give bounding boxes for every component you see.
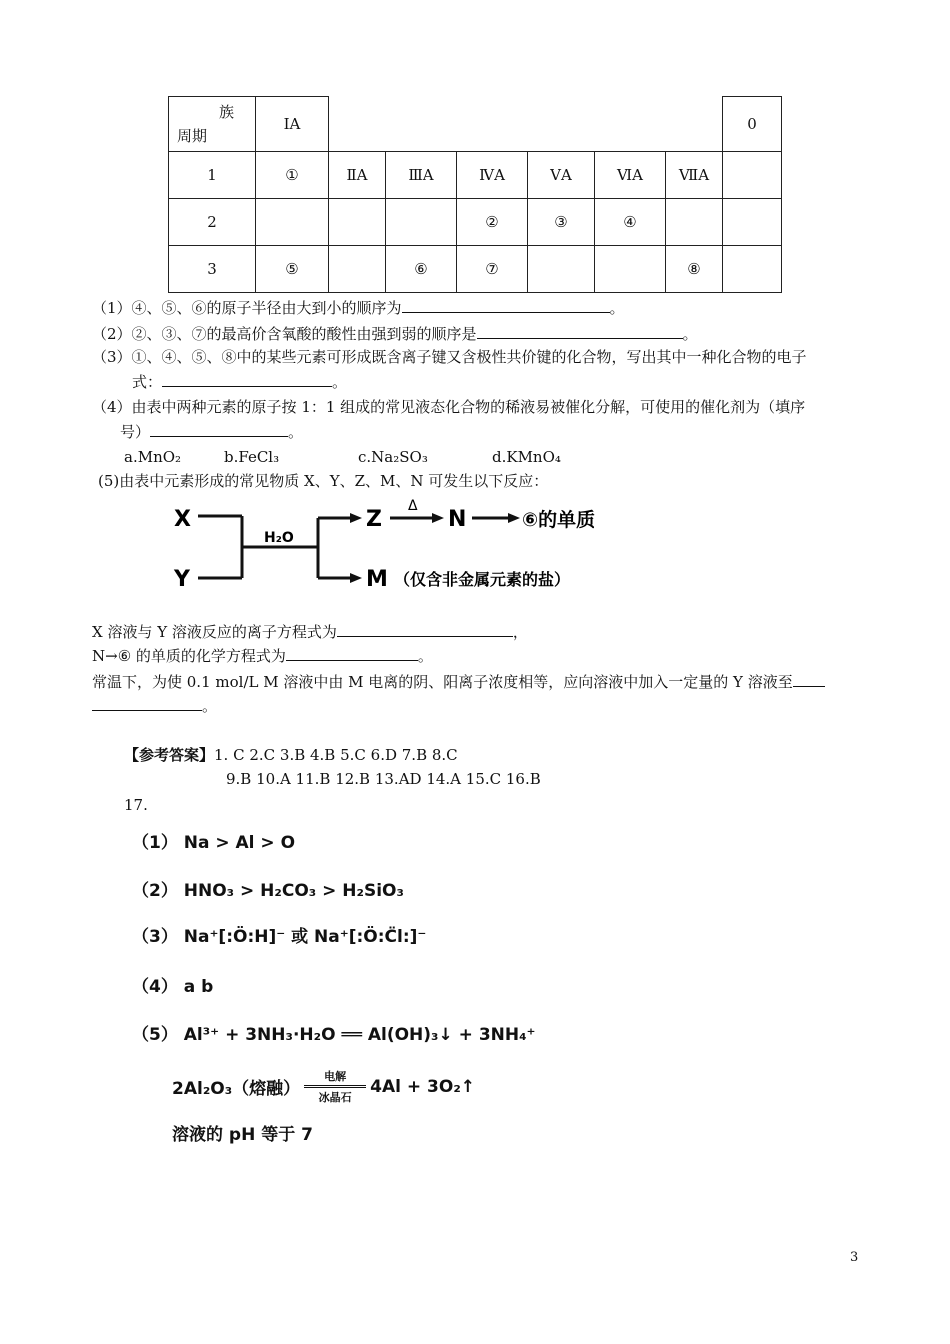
diagram-x: X xyxy=(174,507,191,532)
answer-17-3: （3） Na⁺[:Ö:H]⁻ 或 Na⁺[:Ö:C̈l:]⁻ xyxy=(132,927,427,947)
diagram-m-note: （仅含非金属元素的盐） xyxy=(394,570,571,589)
question-1: （1）④、⑤、⑥的原子半径由大到小的顺序为 。 xyxy=(92,296,625,319)
answer-17-5c: 溶液的 pH 等于 7 xyxy=(172,1125,313,1145)
diagram-h2o: H₂O xyxy=(264,530,294,546)
answer-17-5a: （5） Al³⁺ + 3NH₃·H₂O ══ Al(OH)₃↓ + 3NH₄⁺ xyxy=(132,1025,536,1045)
table-header-gap xyxy=(329,97,723,152)
answer-17-5b xyxy=(172,1068,475,1105)
answer-blank xyxy=(92,694,202,711)
table-row: 2 ② ③ ④ xyxy=(169,199,782,246)
header-period: 周期 xyxy=(177,127,208,145)
answer-blank xyxy=(150,420,288,437)
answer-blank xyxy=(286,644,418,661)
answers-choices-1: 1. C 2.C 3.B 4.B 5.C 6.D 7.B 8.C xyxy=(214,746,458,764)
periodic-table xyxy=(168,96,782,293)
question-3-line-1: （3）①、④、⑤、⑧中的某些元素可形成既含离子键又含极性共价键的化合物，写出其中一种化合物的电子 xyxy=(92,348,807,366)
answer-blank xyxy=(793,670,825,687)
table-header-diagonal xyxy=(169,97,256,152)
diagram-delta: Δ xyxy=(408,498,418,514)
question-5c-line-2: 。 xyxy=(92,694,217,717)
equation-right: 4Al + 3O₂↑ xyxy=(370,1076,476,1097)
answers-line-1 xyxy=(124,744,458,766)
answer-blank xyxy=(402,296,610,313)
question-5b: N→⑥ 的单质的化学方程式为 。 xyxy=(92,644,433,667)
group-ia-header: IA xyxy=(256,97,329,152)
answer-blank xyxy=(477,322,683,339)
question-4-line-1: （4）由表中两种元素的原子按 1：1 组成的常见液态化合物的稀液易被催化分解，可使用的催化剂为（填序 xyxy=(92,398,806,416)
diagram-z: Z xyxy=(366,507,382,532)
diagram-n: N xyxy=(448,507,467,532)
diagram-m: M xyxy=(366,567,388,592)
table-row: 1 ① ⅡA ⅢA ⅣA ⅤA ⅥA ⅦA xyxy=(169,152,782,199)
answer-17-number: 17. xyxy=(124,796,148,814)
group-0-header: 0 xyxy=(723,97,782,152)
option-d: d.KMnO₄ xyxy=(492,448,561,466)
equation-left: 2Al₂O₃（熔融） xyxy=(172,1079,301,1099)
diagram-product: ⑥的单质 xyxy=(522,509,596,531)
table-row: 3 ⑤ ⑥ ⑦ ⑧ xyxy=(169,246,782,293)
option-c: c.Na₂SO₃ xyxy=(358,448,428,466)
question-2: （2）②、③、⑦的最高价含氧酸的酸性由强到弱的顺序是 。 xyxy=(92,322,698,345)
answer-blank xyxy=(162,370,332,387)
question-4-options xyxy=(124,446,561,468)
option-b: b.FeCl₃ xyxy=(224,448,280,466)
equation-equals xyxy=(304,1085,366,1088)
answer-17-2: （2） HNO₃ > H₂CO₃ > H₂SiO₃ xyxy=(132,881,404,901)
question-3-line-2: 式： 。 xyxy=(132,370,347,393)
answer-17-1: （1） Na > Al > O xyxy=(132,833,296,853)
question-5c-line-1: 常温下，为使 0.1 mol/L M 溶液中由 M 电离的阴、阳离子浓度相等，应向溶液中加入一定量的 Y 溶液至 xyxy=(92,670,825,693)
condition-bottom: 冰晶石 xyxy=(318,1091,352,1104)
diagram-y: Y xyxy=(174,567,190,592)
question-5-intro: (5)由表中元素形成的常见物质 X、Y、Z、M、N 可发生以下反应： xyxy=(98,472,549,490)
question-4-line-2: 号） 。 xyxy=(120,420,303,443)
answer-17-4: （4） a b xyxy=(132,977,214,997)
question-5a: X 溶液与 Y 溶液反应的离子方程式为 ， xyxy=(92,620,528,643)
option-a: a.MnO₂ xyxy=(124,448,182,466)
answer-blank xyxy=(337,620,513,637)
condition-top: 电解 xyxy=(324,1070,347,1083)
equation-condition xyxy=(304,1068,366,1105)
answers-label: 【参考答案】 xyxy=(124,746,215,764)
answers-choices-2: 9.B 10.A 11.B 12.B 13.AD 14.A 15.C 16.B xyxy=(226,770,541,788)
header-group: 族 xyxy=(219,103,235,121)
reaction-diagram xyxy=(160,498,630,598)
page-number: 3 xyxy=(850,1250,859,1265)
